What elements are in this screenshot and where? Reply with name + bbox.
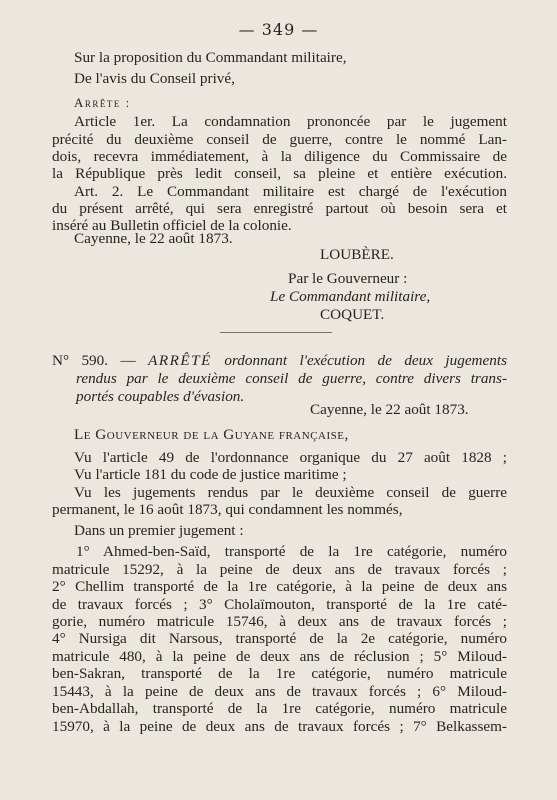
decree-2-date: Cayenne, le 22 août 1873. [310, 401, 469, 418]
decree-1-date: Cayenne, le 22 août 1873. [74, 230, 233, 247]
article-2-line-3: inséré au Bulletin officiel de la colonie. [52, 217, 292, 234]
article-2-line-2: du présent arrêté, qui sera enregistré partout où besoin sera et [52, 200, 507, 217]
body-line-4: de travaux forcés ; 3° Cholaïmouton, transporté de la 1re caté- [52, 596, 507, 613]
decree-2-heading-line-3: portés coupables d'évasion. [76, 388, 245, 405]
section-divider [220, 332, 332, 333]
article-1-line-1: Article 1er. La condamnation prononcée par le jugement [74, 113, 507, 130]
vu-line-3a: Vu les jugements rendus par le deuxième conseil de guerre [74, 484, 507, 501]
body-line-3: 2° Chellim transporté de la 1re catégorie, à la peine de deux ans [52, 578, 507, 595]
article-1-line-4: la République près ledit conseil, sa pleine et entière exécution. [52, 165, 507, 182]
vu-line-3b: permanent, le 16 août 1873, qui condamnent les nommés, [52, 501, 403, 518]
article-2-line-1: Art. 2. Le Commandant militaire est chargé de l'exécution [74, 183, 507, 200]
gouverneur-line: Le Gouverneur de la Guyane française, [74, 426, 349, 443]
arrete-word: ARRÊTÉ [148, 352, 212, 369]
page-number: — 349 — [238, 20, 319, 39]
countersign-name: COQUET. [320, 306, 385, 323]
vu-line-1: Vu l'article 49 de l'ordonnance organique du 27 août 1828 ; [74, 449, 507, 466]
body-line-9: 15443, à la peine de deux ans de travaux forcés ; 6° Miloud- [52, 683, 507, 700]
commandant-role: Le Commandant militaire, [270, 288, 431, 305]
signatory-name: LOUBÈRE. [320, 246, 394, 263]
decree-2-heading-line-2: rendus par le deuxième conseil de guerre, contre divers trans- [76, 370, 507, 387]
body-line-11: 15970, à la peine de deux ans de travaux forcés ; 7° Belkassem- [52, 718, 507, 735]
body-line-2: matricule 15292, à la peine de deux ans de travaux forcés ; [52, 561, 507, 578]
decree-2-heading-line-1 [52, 352, 507, 369]
vu-line-2: Vu l'article 181 du code de justice maritime ; [74, 466, 347, 483]
body-line-6: 4° Nursiga dit Narsous, transporté de la 2e catégorie, numéro [52, 630, 507, 647]
decree-number: N° 590. — [52, 352, 136, 369]
proposition-line: Sur la proposition du Commandant militaire, [74, 49, 347, 66]
article-1-line-2: précité du deuxième conseil de guerre, contre le nommé Lan- [52, 131, 507, 148]
first-judgment-line: Dans un premier jugement : [74, 522, 244, 539]
heading-rest: ordonnant l'exécution de deux jugements [224, 352, 507, 369]
body-line-7: matricule 480, à la peine de deux ans de réclusion ; 5° Miloud- [52, 648, 507, 665]
body-line-1: 1° Ahmed-ben-Saïd, transporté de la 1re catégorie, numéro [76, 543, 507, 560]
par-le-gouverneur: Par le Gouverneur : [288, 270, 408, 287]
article-1-line-3: dois, recevra immédiatement, à la diligence du Commissaire de [52, 148, 507, 165]
body-line-10: ben-Abdallah, transporté de la 1re catégorie, numéro matricule [52, 700, 507, 717]
body-line-5: gorie, numéro matricule 15746, à deux ans de travaux forcés ; [52, 613, 507, 630]
avis-line: De l'avis du Conseil privé, [74, 70, 235, 87]
body-line-8: ben-Sakran, transporté de la 1re catégorie, numéro matricule [52, 665, 507, 682]
arrete-label: Arrête : [74, 95, 131, 110]
